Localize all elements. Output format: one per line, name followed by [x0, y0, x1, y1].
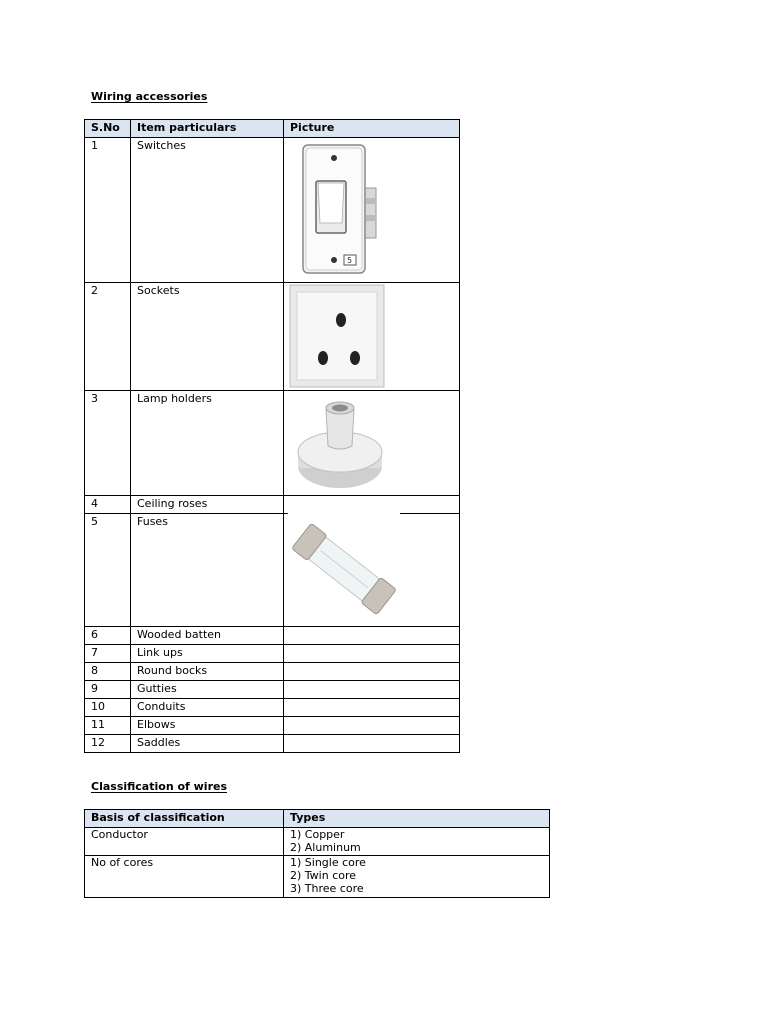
item-cell: Ceiling roses	[131, 496, 284, 514]
picture-cell	[284, 681, 460, 699]
item-cell: Conduits	[131, 699, 284, 717]
type-item: 3) Three core	[290, 882, 364, 895]
picture-cell	[284, 138, 460, 283]
sno-cell: 8	[85, 663, 131, 681]
sno-cell: 1	[85, 138, 131, 283]
column-header-sno: S.No	[85, 120, 131, 138]
table-row	[85, 828, 550, 856]
column-header-picture: Picture	[284, 120, 460, 138]
table-row	[85, 514, 460, 627]
sno-cell: 2	[85, 283, 131, 391]
sno-cell: 11	[85, 717, 131, 735]
table-header-row	[85, 810, 550, 828]
basis-cell: Conductor	[85, 828, 284, 856]
svg-text:5: 5	[347, 256, 353, 265]
classification-of-wires-table	[84, 809, 550, 898]
item-cell: Sockets	[131, 283, 284, 391]
picture-cell	[284, 699, 460, 717]
fuse-image	[288, 513, 400, 625]
picture-cell	[284, 496, 460, 514]
picture-cell	[284, 514, 460, 627]
sno-cell: 5	[85, 514, 131, 627]
wiring-accessories-table	[84, 119, 460, 753]
section-title-wiring-accessories: Wiring accessories	[91, 90, 208, 103]
table-row	[85, 663, 460, 681]
type-item: 1) Single core	[290, 856, 366, 869]
lamp-holder-image	[296, 396, 386, 492]
table-header-row	[85, 120, 460, 138]
sno-cell: 7	[85, 645, 131, 663]
types-cell	[284, 856, 550, 898]
table-row	[85, 283, 460, 391]
sno-cell: 6	[85, 627, 131, 645]
item-cell: Lamp holders	[131, 391, 284, 496]
type-item: 2) Twin core	[290, 869, 357, 882]
type-item: 1) Copper	[290, 828, 345, 841]
item-cell: Wooded batten	[131, 627, 284, 645]
item-cell: Link ups	[131, 645, 284, 663]
item-cell: Round bocks	[131, 663, 284, 681]
table-row	[85, 138, 460, 283]
picture-cell	[284, 645, 460, 663]
sno-cell: 10	[85, 699, 131, 717]
item-cell: Saddles	[131, 735, 284, 753]
table-row	[85, 645, 460, 663]
table-row	[85, 699, 460, 717]
column-header-basis: Basis of classification	[85, 810, 284, 828]
column-header-item: Item particulars	[131, 120, 284, 138]
sno-cell: 3	[85, 391, 131, 496]
table-row	[85, 627, 460, 645]
picture-cell	[284, 627, 460, 645]
picture-cell	[284, 735, 460, 753]
basis-cell: No of cores	[85, 856, 284, 898]
socket-image	[289, 284, 385, 388]
item-cell: Gutties	[131, 681, 284, 699]
types-cell	[284, 828, 550, 856]
type-item: 2) Aluminum	[290, 841, 361, 854]
table-row	[85, 496, 460, 514]
column-header-types: Types	[284, 810, 550, 828]
picture-cell	[284, 663, 460, 681]
table-row	[85, 856, 550, 898]
table-row	[85, 717, 460, 735]
picture-cell	[284, 283, 460, 391]
picture-cell	[284, 717, 460, 735]
sno-cell: 4	[85, 496, 131, 514]
sno-cell: 9	[85, 681, 131, 699]
table-row	[85, 391, 460, 496]
sno-cell: 12	[85, 735, 131, 753]
picture-cell	[284, 391, 460, 496]
table-row	[85, 681, 460, 699]
item-cell: Fuses	[131, 514, 284, 627]
section-title-classification-of-wires: Classification of wires	[91, 780, 228, 793]
item-cell: Elbows	[131, 717, 284, 735]
table-row	[85, 735, 460, 753]
item-cell: Switches	[131, 138, 284, 283]
switch-image	[300, 143, 382, 275]
